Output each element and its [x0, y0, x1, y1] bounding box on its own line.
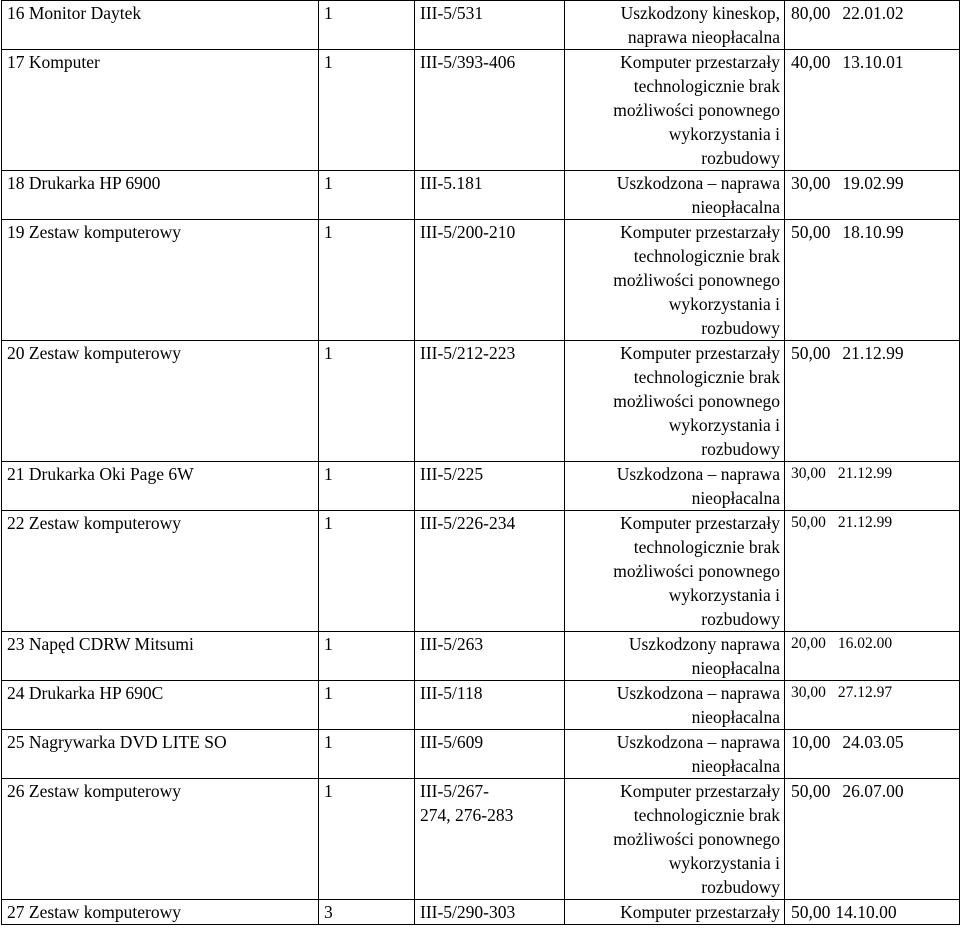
inventory-number-cell [415, 511, 565, 632]
quantity-cell [319, 1, 415, 50]
date: 22.01.02 [842, 3, 904, 23]
item-name: 22 Zestaw komputerowy [7, 513, 181, 533]
date: 13.10.01 [842, 52, 904, 72]
date: 27.12.97 [837, 684, 893, 701]
item-name: 26 Zestaw komputerowy [7, 781, 181, 801]
reason-line: technologicznie brak [633, 367, 780, 387]
quantity: 1 [324, 513, 333, 533]
reason-line: nieopłacalna [691, 197, 780, 217]
quantity-cell [319, 900, 415, 925]
inventory-number: III-5/225 [420, 464, 484, 484]
inventory-number-cell [415, 900, 565, 925]
reason-cell [565, 681, 785, 730]
item-name-cell [2, 341, 319, 462]
inventory-number-cell [415, 220, 565, 341]
inventory-number-cell [415, 681, 565, 730]
table-row [2, 779, 960, 900]
value-date-cell [785, 681, 960, 730]
inventory-number-cell [415, 462, 565, 511]
reason-line: możliwości ponownego [613, 561, 780, 581]
reason-line: Uszkodzona – naprawa [616, 464, 780, 484]
quantity-cell [319, 341, 415, 462]
value: 50,00 [791, 781, 831, 801]
quantity: 1 [324, 683, 333, 703]
date: 21.12.99 [842, 343, 904, 363]
inventory-number: III-5/393-406 [420, 52, 516, 72]
inventory-number-cell [415, 341, 565, 462]
inventory-number: III-5/290-303 [420, 902, 516, 922]
reason-line: Uszkodzony kineskop, [620, 3, 780, 23]
quantity: 3 [324, 902, 333, 922]
reason-line: wykorzystania i [668, 853, 780, 873]
inventory-number: III-5/226-234 [420, 513, 516, 533]
inventory-table [1, 0, 960, 925]
reason-line: technologicznie brak [633, 246, 780, 266]
item-name-cell [2, 900, 319, 925]
item-name-cell [2, 171, 319, 220]
reason-line: nieopłacalna [691, 658, 780, 678]
value: 20,00 [791, 635, 826, 652]
date: 24.03.05 [842, 732, 904, 752]
value-date-cell [785, 511, 960, 632]
item-name-cell [2, 632, 319, 681]
value: 80,00 [791, 3, 831, 23]
item-name-cell [2, 779, 319, 900]
quantity: 1 [324, 173, 333, 193]
reason-cell [565, 50, 785, 171]
item-name: 23 Napęd CDRW Mitsumi [7, 634, 194, 654]
reason-line: Komputer przestarzały [620, 781, 780, 801]
reason-cell [565, 171, 785, 220]
item-name-cell [2, 462, 319, 511]
quantity-cell [319, 779, 415, 900]
value-date-cell [785, 50, 960, 171]
reason-line: Uszkodzona – naprawa [616, 173, 780, 193]
table-row [2, 462, 960, 511]
reason-cell [565, 341, 785, 462]
reason-line: Komputer przestarzały [620, 343, 780, 363]
value-date-cell [785, 632, 960, 681]
item-name: 17 Komputer [7, 52, 100, 72]
item-name-cell [2, 1, 319, 50]
reason-cell [565, 730, 785, 779]
value: 50,00 [791, 514, 826, 531]
item-name-cell [2, 220, 319, 341]
quantity: 1 [324, 464, 333, 484]
item-name: 24 Drukarka HP 690C [7, 683, 164, 703]
inventory-number: III-5/118 [420, 683, 483, 703]
reason-line: możliwości ponownego [613, 270, 780, 290]
inventory-number-cell [415, 1, 565, 50]
reason-line: technologicznie brak [633, 805, 780, 825]
value: 40,00 [791, 52, 831, 72]
inventory-number: III-5/200-210 [420, 222, 516, 242]
value-date-cell [785, 462, 960, 511]
inventory-number-cell [415, 171, 565, 220]
date: 21.12.99 [837, 514, 893, 531]
reason-cell [565, 779, 785, 900]
reason-line: wykorzystania i [668, 585, 780, 605]
quantity: 1 [324, 634, 333, 654]
quantity: 1 [324, 732, 333, 752]
value-date-cell [785, 341, 960, 462]
value-date-cell [785, 171, 960, 220]
date: 26.07.00 [842, 781, 904, 801]
reason-line: Uszkodzona – naprawa [616, 683, 780, 703]
inventory-number: III-5/609 [420, 732, 484, 752]
inventory-number: III-5/531 [420, 3, 484, 23]
date: 19.02.99 [842, 173, 904, 193]
reason-line: Komputer przestarzały [620, 222, 780, 242]
quantity-cell [319, 50, 415, 171]
value: 30,00 [791, 465, 826, 482]
value: 30,00 [791, 684, 826, 701]
inventory-number-cell [415, 730, 565, 779]
inventory-number-cell [415, 50, 565, 171]
reason-line: rozbudowy [701, 609, 780, 629]
value: 30,00 [791, 173, 831, 193]
inventory-number-cell [415, 632, 565, 681]
reason-cell [565, 1, 785, 50]
reason-line: nieopłacalna [691, 756, 780, 776]
table-row [2, 900, 960, 925]
reason-line: wykorzystania i [668, 124, 780, 144]
table-body [2, 1, 960, 925]
item-name: 20 Zestaw komputerowy [7, 343, 181, 363]
quantity: 1 [324, 222, 333, 242]
table-row [2, 171, 960, 220]
reason-line: wykorzystania i [668, 415, 780, 435]
table-row [2, 220, 960, 341]
table-row [2, 511, 960, 632]
quantity: 1 [324, 3, 333, 23]
reason-line: możliwości ponownego [613, 391, 780, 411]
reason-line: naprawa nieopłacalna [627, 27, 780, 47]
reason-line: Komputer przestarzały [620, 513, 780, 533]
inventory-number: III-5/267- [420, 781, 490, 801]
reason-line: rozbudowy [701, 148, 780, 168]
date: 14.10.00 [835, 902, 897, 922]
reason-cell [565, 511, 785, 632]
table-row [2, 1, 960, 50]
value-date-cell [785, 1, 960, 50]
reason-cell [565, 220, 785, 341]
reason-line: nieopłacalna [691, 707, 780, 727]
table-row [2, 341, 960, 462]
reason-line: technologicznie brak [633, 76, 780, 96]
quantity-cell [319, 730, 415, 779]
inventory-number: 274, 276-283 [420, 805, 514, 825]
reason-line: technologicznie brak [633, 537, 780, 557]
reason-line: możliwości ponownego [613, 829, 780, 849]
item-name: 19 Zestaw komputerowy [7, 222, 181, 242]
reason-line: rozbudowy [701, 318, 780, 338]
value: 50,00 [791, 343, 831, 363]
item-name: 16 Monitor Daytek [7, 3, 142, 23]
value-date-cell [785, 730, 960, 779]
reason-cell [565, 900, 785, 925]
table-row [2, 681, 960, 730]
quantity-cell [319, 462, 415, 511]
item-name: 21 Drukarka Oki Page 6W [7, 464, 194, 484]
value-date-cell [785, 220, 960, 341]
date: 18.10.99 [842, 222, 904, 242]
reason-cell [565, 462, 785, 511]
quantity: 1 [324, 781, 333, 801]
inventory-number: III-5/263 [420, 634, 484, 654]
quantity-cell [319, 632, 415, 681]
quantity-cell [319, 681, 415, 730]
date: 16.02.00 [837, 635, 893, 652]
item-name: 27 Zestaw komputerowy [7, 902, 181, 922]
quantity: 1 [324, 343, 333, 363]
table-row [2, 632, 960, 681]
reason-line: Komputer przestarzały [620, 902, 780, 922]
reason-cell [565, 632, 785, 681]
value: 50,00 [791, 222, 831, 242]
reason-line: możliwości ponownego [613, 100, 780, 120]
reason-line: wykorzystania i [668, 294, 780, 314]
value-date-cell [785, 900, 960, 925]
quantity-cell [319, 511, 415, 632]
item-name-cell [2, 50, 319, 171]
inventory-number: III-5.181 [420, 173, 483, 193]
item-name-cell [2, 681, 319, 730]
item-name: 25 Nagrywarka DVD LITE SO [7, 732, 227, 752]
reason-line: rozbudowy [701, 439, 780, 459]
item-name: 18 Drukarka HP 6900 [7, 173, 161, 193]
quantity-cell [319, 171, 415, 220]
date: 21.12.99 [837, 465, 893, 482]
item-name-cell [2, 511, 319, 632]
value: 10,00 [791, 732, 831, 752]
table-row [2, 730, 960, 779]
reason-line: Uszkodzony naprawa [628, 634, 780, 654]
reason-line: rozbudowy [701, 877, 780, 897]
table-row [2, 50, 960, 171]
value-date-cell [785, 779, 960, 900]
reason-line: nieopłacalna [691, 488, 780, 508]
inventory-number: III-5/212-223 [420, 343, 516, 363]
quantity: 1 [324, 52, 333, 72]
value: 50,00 [791, 902, 831, 922]
quantity-cell [319, 220, 415, 341]
reason-line: Uszkodzona – naprawa [616, 732, 780, 752]
reason-line: Komputer przestarzały [620, 52, 780, 72]
inventory-number-cell [415, 779, 565, 900]
item-name-cell [2, 730, 319, 779]
